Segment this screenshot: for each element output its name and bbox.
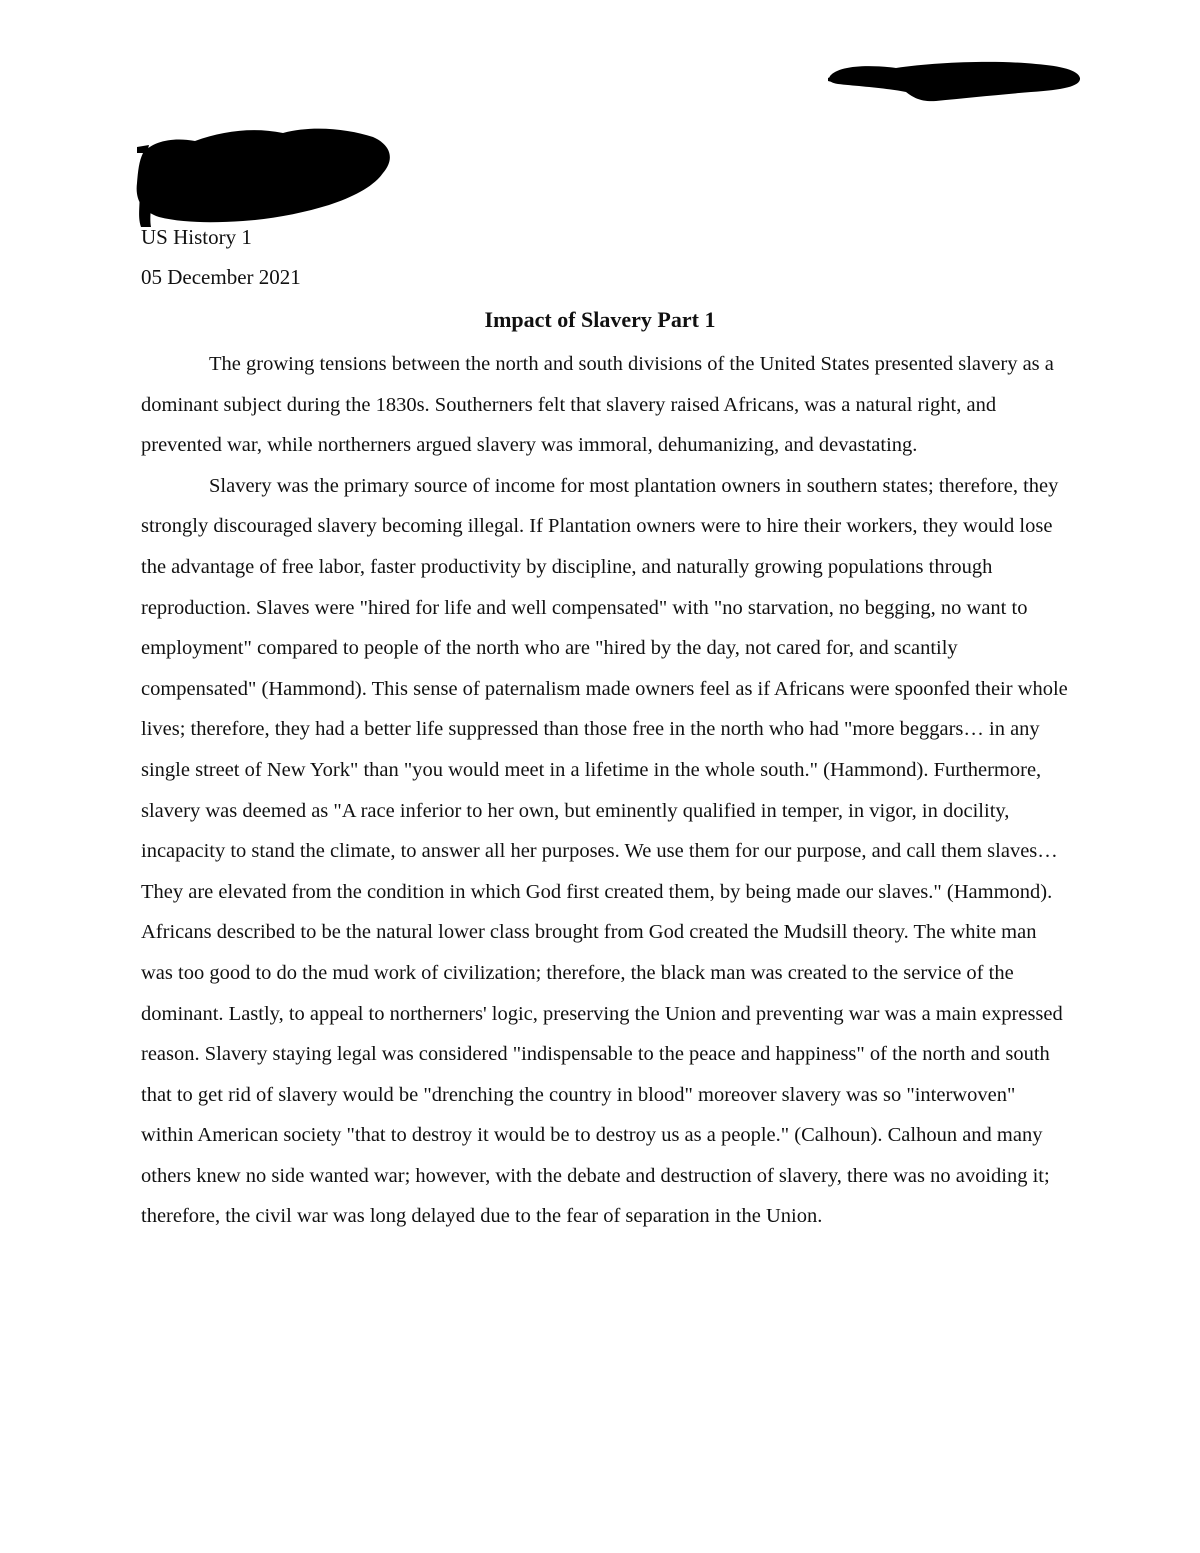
redaction-mark-top-right: [826, 58, 1082, 104]
course-name: US History 1: [141, 225, 252, 249]
essay-body: [141, 344, 1071, 1237]
paragraph-2: Slavery was the primary source of income for most plantation owners in southern states; therefore, they strongly discouraged slavery becoming illegal. If Plantation owners were to hire their workers, they would lose the advantage of free labor, faster productivity by discipline, and naturally growing populations through reproduction. Slaves were "hired for life and well compensated" with "no starvation, no begging, no want to employment" compared to people of the north who are "hired by the day, not cared for, and scantily compensated" (Hammond). This sense of paternalism made owners feel as if Africans were spoonfed their whole lives; therefore, they had a better life suppressed than those free in the north who had "more beggars… in any single street of New York" than "you would meet in a lifetime in the whole south." (Hammond). Furthermore, slavery was deemed as "A race inferior to her own, but eminently qualified in temper, in vigor, in docility, incapacity to stand the climate, to answer all her purposes. We use them for our purpose, and call them slaves… They are elevated from the condition in which God first created them, by being made our slaves." (Hammond). Africans described to be the natural lower class brought from God created the Mudsill theory. The white man was too good to do the mud work of civilization; therefore, the black man was created to the service of the dominant. Lastly, to appeal to northerners' logic, preserving the Union and preventing war was a main expressed reason. Slavery staying legal was considered "indispensable to the peace and happiness" of the north and south that to get rid of slavery would be "drenching the country in blood" moreover slavery was so "interwoven" within American society "that to destroy it would be to destroy us as a people." (Calhoun). Calhoun and many others knew no side wanted war; however, with the debate and destruction of slavery, there was no avoiding it; therefore, the civil war was long delayed due to the fear of separation in the Union.: [141, 474, 1068, 1228]
submission-date: 05 December 2021: [141, 265, 301, 289]
essay-title: Impact of Slavery Part 1: [484, 307, 716, 332]
redaction-mark-name: [133, 123, 395, 229]
paragraph-1: The growing tensions between the north and south divisions of the United States presented slavery as a dominant subject during the 1830s. Southerners felt that slavery raised Africans, was a natural right, and prevented war, while northerners argued slavery was immoral, dehumanizing, and devastating.: [141, 353, 1054, 457]
